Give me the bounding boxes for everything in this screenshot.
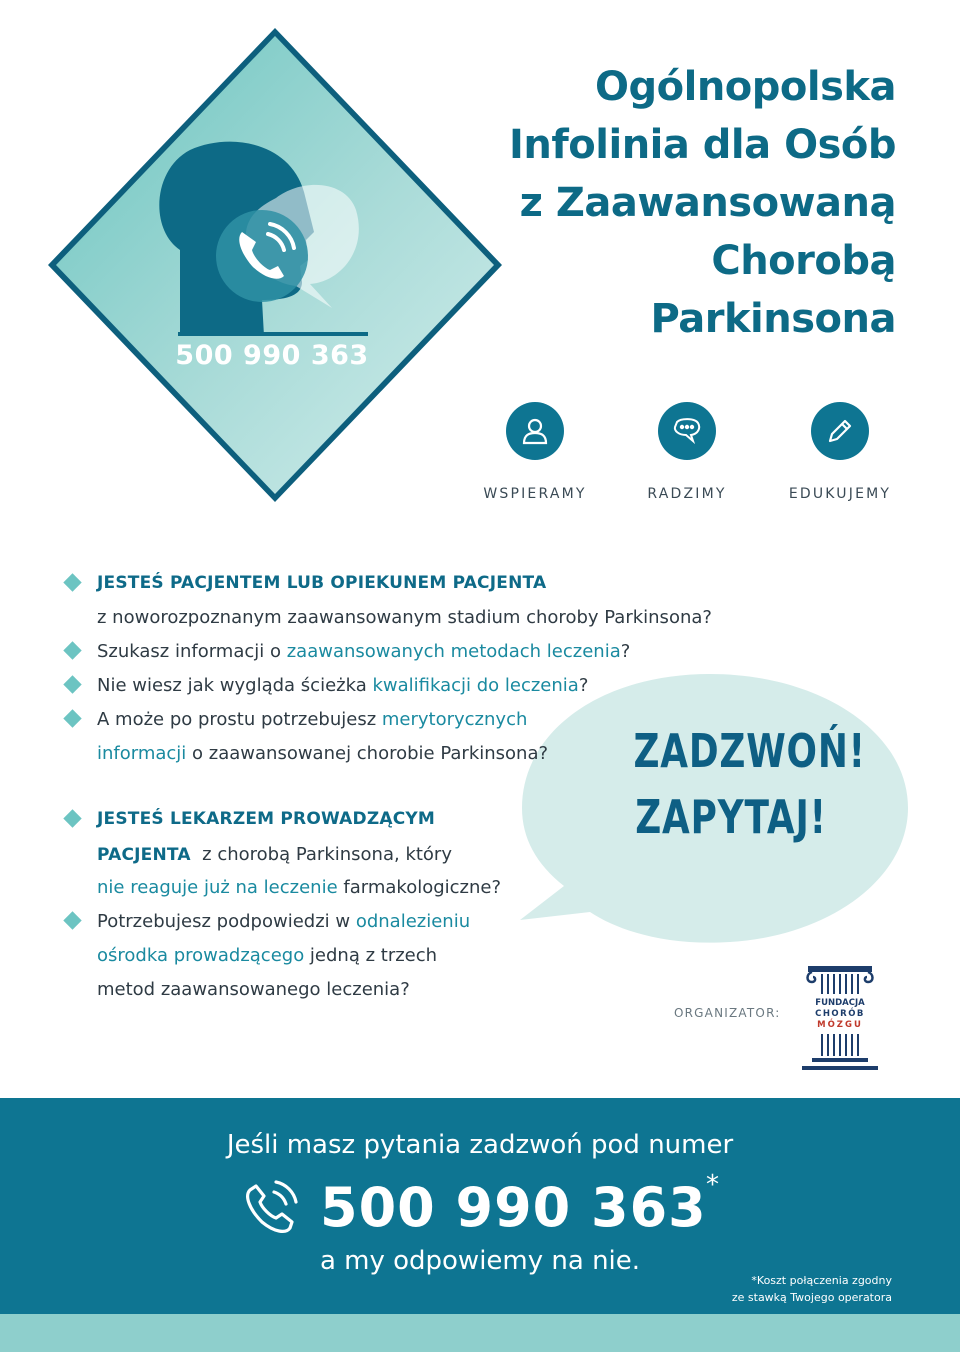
cost-note-line: *Koszt połączenia zgodny [751,1274,892,1287]
diamond-bullet-icon [63,709,81,727]
diamond-bullet-icon [63,641,81,659]
organizer-label: ORGANIZATOR: [674,1006,781,1020]
user-icon [506,402,564,460]
feature-label: EDUKUJEMY [788,486,892,502]
footer-answer-text: a my odpowiemy na nie. [319,1246,641,1276]
chat-bubble-icon [658,402,716,460]
title-line: Chorobą [711,238,896,284]
footer-asterisk: * [706,1170,719,1200]
question-center-cont: ośrodka prowadzącego jedną z trzech [97,945,438,966]
title-line: Infolinia dla Osób [509,122,896,168]
cost-note-line: ze stawką Twojego operatora [731,1291,892,1304]
title-line: Ogólnopolska [594,64,896,110]
question-methods: Szukasz informacji o zaawansowanych metodach leczenia? [97,641,631,662]
svg-text:FUNDACJA: FUNDACJA [815,998,865,1008]
question-center: Potrzebujesz podpowiedzi w odnalezieniu [97,911,471,932]
footer-phone-number: 500 990 363 [320,1176,707,1239]
footer-cost-note [732,1272,892,1306]
foundation-logo [798,960,882,1076]
title-line: z Zaawansowaną [519,180,896,226]
page-title [376,58,896,348]
question-center-cont2: metod zaawansowanego leczenia? [97,979,410,1000]
question-information: A może po prostu potrzebujesz merytorycznych [97,709,528,730]
feature-radzimy [612,402,762,502]
pencil-icon [811,402,869,460]
feature-wspieramy [460,402,610,502]
title-line: Parkinsona [650,296,896,342]
svg-text:MÓZGU: MÓZGU [817,1020,863,1030]
cta-line-call: ZADZWOŃ! [633,724,866,778]
question-no-response: nie reaguje już na leczenie farmakologiczne? [97,877,502,898]
feature-label: RADZIMY [647,486,727,502]
patient-heading-cont: z noworozpoznanym zaawansowanym stadium choroby Parkinsona? [97,607,712,628]
diamond-bullet-icon [63,675,81,693]
question-information-cont: informacji o zaawansowanej chorobie Parkinsona? [97,743,549,764]
patient-heading: JESTEŚ PACJENTEM LUB OPIEKUNEM PACJENTA [97,573,547,593]
question-qualification: Nie wiesz jak wygląda ścieżka kwalifikacji do leczenia? [97,675,589,696]
diamond-bullet-icon [63,809,81,827]
cta-line-ask: ZAPYTAJ! [635,790,827,844]
svg-text:CHORÓB: CHORÓB [815,1009,865,1019]
diamond-bullet-icon [63,573,81,591]
footer-phone-icon [240,1176,304,1236]
diamond-bullet-icon [63,911,81,929]
footer-question-text: Jeśli masz pytania zadzwoń pod numer [226,1130,734,1160]
doctor-heading-cont: PACJENTA z chorobą Parkinsona, który [97,844,452,865]
feature-label: WSPIERAMY [483,486,587,502]
cta-text [633,718,866,850]
footer-strip [0,1314,960,1352]
diamond-phone-number: 500 990 363 [175,340,369,371]
doctor-heading: JESTEŚ LEKARZEM PROWADZĄCYM [97,809,436,829]
feature-edukujemy [765,402,915,502]
